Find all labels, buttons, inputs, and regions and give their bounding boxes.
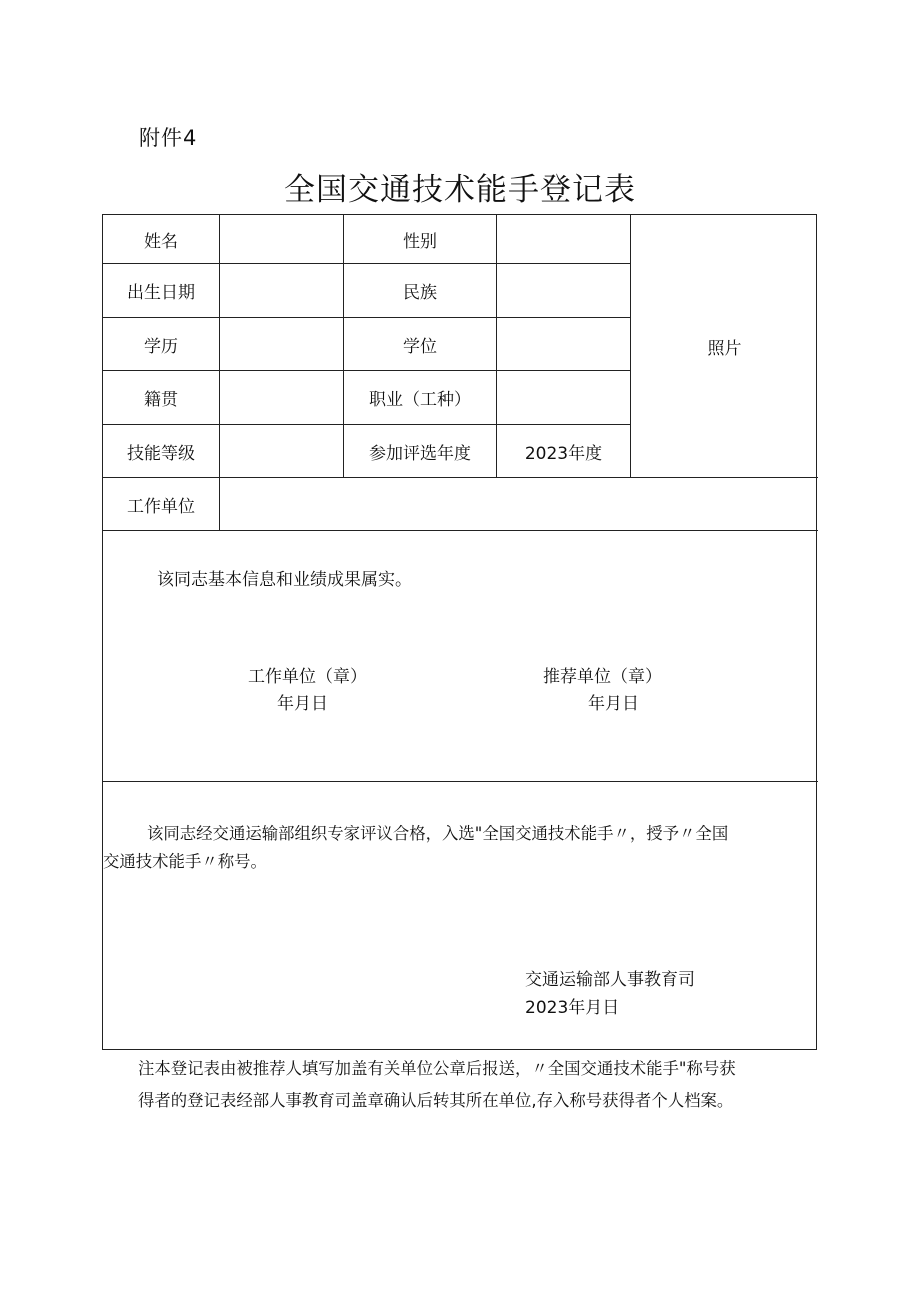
skill-level-label: 技能等级	[127, 443, 195, 464]
photo-area[interactable]: 照片	[707, 338, 742, 359]
education-field[interactable]	[220, 318, 343, 370]
skill-level-field[interactable]	[220, 425, 343, 477]
recommend-unit-seal: 推荐单位（章）	[543, 667, 662, 687]
ethnicity-label: 民族	[403, 283, 437, 303]
verification-statement: 该同志基本信息和业绩成果属实。	[157, 570, 412, 590]
footnote	[102, 1053, 822, 1117]
registration-form	[102, 214, 817, 1050]
occupation-field[interactable]	[497, 371, 630, 424]
approval-statement-line2: 交通技术能手〃称号。	[103, 852, 267, 871]
degree-field[interactable]	[497, 318, 630, 370]
workplace-label: 工作单位	[127, 496, 195, 517]
education-label: 学历	[144, 336, 178, 357]
row-divider	[103, 530, 818, 531]
gender-label: 性别	[403, 231, 437, 252]
ethnicity-field[interactable]	[497, 264, 630, 317]
selection-year-label: 参加评选年度	[369, 443, 471, 464]
approval-authority: 交通运输部人事教育司	[525, 970, 695, 990]
degree-label: 学位	[403, 336, 437, 357]
name-field[interactable]	[220, 215, 343, 263]
native-place-field[interactable]	[220, 371, 343, 424]
native-place-label: 籍贯	[144, 390, 178, 410]
selection-year-value: 2023年度	[524, 443, 603, 464]
birth-date-label: 出生日期	[127, 283, 195, 303]
work-unit-date: 年月日	[277, 694, 328, 714]
form-title: 全国交通技术能手登记表	[284, 172, 636, 208]
name-label: 姓名	[144, 231, 178, 252]
attachment-label: 附件4	[139, 126, 198, 150]
row-divider	[103, 781, 818, 782]
workplace-field[interactable]	[220, 478, 818, 530]
occupation-label: 职业（工种）	[369, 390, 471, 410]
birth-date-field[interactable]	[220, 264, 343, 317]
work-unit-seal: 工作单位（章）	[248, 667, 367, 687]
gender-field[interactable]	[497, 215, 630, 263]
approval-statement-line1: 该同志经交通运输部组织专家评议合格，入选"全国交通技术能手〃，授予〃全国	[147, 824, 729, 843]
approval-date: 2023年月日	[525, 998, 620, 1018]
recommend-unit-date: 年月日	[588, 694, 639, 714]
footnote-line2: 得者的登记表经部人事教育司盖章确认后转其所在单位,存入称号获得者个人档案。	[138, 1091, 734, 1110]
footnote-line1: 注本登记表由被推荐人填写加盖有关单位公章后报送，〃全国交通技术能手"称号获	[138, 1059, 736, 1078]
